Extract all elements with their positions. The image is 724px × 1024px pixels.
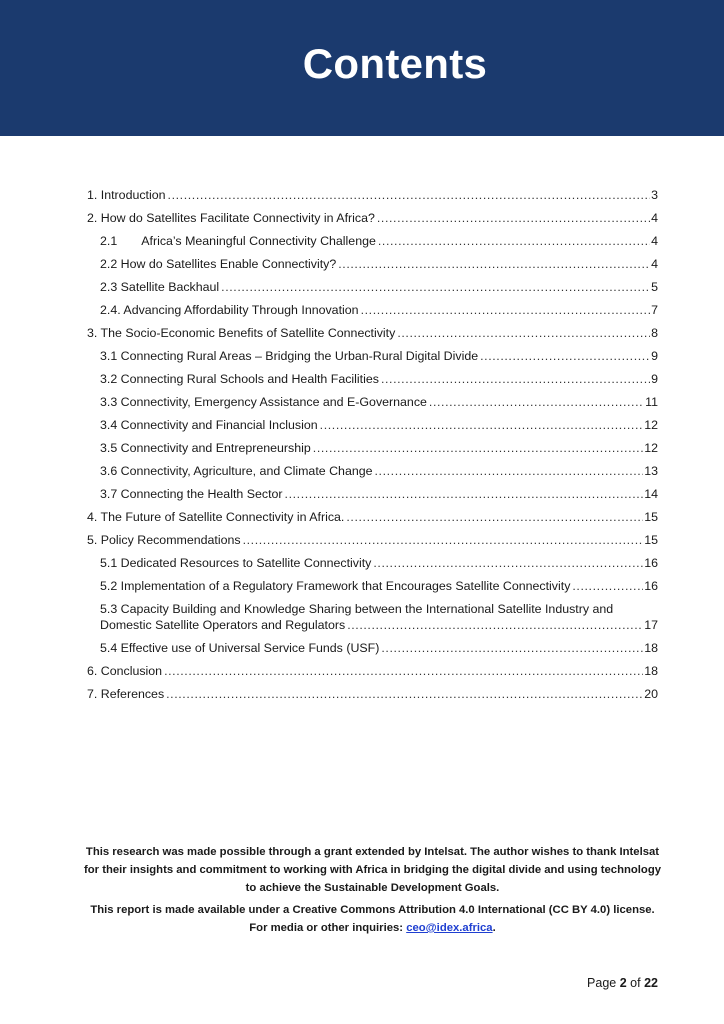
toc-entry-title: 2.4. Advancing Affordability Through Innovation: [100, 303, 359, 317]
dot-leader: [375, 464, 644, 479]
page-title: Contents: [302, 40, 488, 87]
toc-entry-title: 3.6 Connectivity, Agriculture, and Climate Change: [100, 464, 373, 478]
dot-leader: [166, 687, 643, 702]
toc-entry[interactable]: [87, 687, 658, 710]
toc-entry[interactable]: [87, 641, 658, 664]
header-banner: [0, 0, 724, 136]
toc-entry-page: 4: [651, 211, 658, 225]
current-page: 2: [619, 976, 627, 990]
toc-entry-title: 5. Policy Recommendations: [87, 533, 241, 547]
toc-entry-title: 2. How do Satellites Facilitate Connectivity in Africa?: [87, 211, 375, 225]
toc-entry[interactable]: [87, 234, 658, 257]
dot-leader: [338, 257, 650, 272]
toc-entry-title-line1: 5.3 Capacity Building and Knowledge Sharing between the International Satellite Industry and: [100, 602, 614, 616]
dot-leader: [243, 533, 644, 548]
dot-leader: [320, 418, 644, 433]
toc-entry-title: 4. The Future of Satellite Connectivity in Africa.: [87, 510, 345, 524]
toc-entry[interactable]: [87, 602, 658, 641]
toc-entry[interactable]: [87, 211, 658, 234]
toc-entry-title: 3.3 Connectivity, Emergency Assistance and E-Governance: [100, 395, 427, 409]
dot-leader: [164, 664, 643, 679]
toc-entry[interactable]: [87, 395, 658, 418]
toc-entry-title: 5.4 Effective use of Universal Service Funds (USF): [100, 641, 380, 655]
toc-entry[interactable]: [87, 188, 658, 211]
toc-entry[interactable]: [87, 556, 658, 579]
toc-entry-title: 7. References: [87, 687, 165, 701]
dot-leader: [429, 395, 644, 410]
dot-leader: [480, 349, 650, 364]
toc-entry-title: 3.1 Connecting Rural Areas – Bridging the Urban-Rural Digital Divide: [100, 349, 479, 363]
toc-entry[interactable]: [87, 664, 658, 687]
toc-entry-page: 4: [651, 257, 658, 271]
toc-entry[interactable]: [87, 303, 658, 326]
acknowledgement: [80, 843, 665, 941]
toc-entry-page: 13: [644, 464, 658, 478]
toc-entry-page: 18: [644, 641, 658, 655]
toc-entry-page: 15: [644, 533, 658, 547]
toc-entry-page: 4: [651, 234, 658, 248]
dot-leader: [361, 303, 651, 318]
toc-entry-title: 5.2 Implementation of a Regulatory Framework that Encourages Satellite Connectivity: [100, 579, 571, 593]
toc-entry[interactable]: [87, 257, 658, 280]
toc-entry[interactable]: [87, 326, 658, 349]
dot-leader: [168, 188, 651, 203]
total-pages: 22: [644, 976, 658, 990]
dot-leader: [572, 579, 643, 594]
toc-entry-page: 9: [651, 349, 658, 363]
toc-entry-page: 16: [644, 556, 658, 570]
license-paragraph: This report is made available under a Creative Commons Attribution 4.0 International (CC BY 4.0) license. For media or other inquiries: ceo@idex.africa.: [90, 904, 655, 934]
toc-entry[interactable]: [87, 487, 658, 510]
toc-entry[interactable]: [87, 349, 658, 372]
toc-entry[interactable]: [87, 418, 658, 441]
acknowledgement-paragraph: This research was made possible through a grant extended by Intelsat. The author wishes to thank Intelsat for their insights and commitment to working with Africa in bridging the digital divide and using technology to achieve the Sustainable Development Goals.: [84, 846, 661, 894]
toc-entry-page: 20: [644, 687, 658, 701]
toc-entry-page: 12: [644, 441, 658, 455]
toc-entry[interactable]: [87, 510, 658, 533]
toc-entry-page: 5: [651, 280, 658, 294]
table-of-contents: [87, 188, 658, 710]
license-text: This report is made available under a Creative Commons Attribution 4.0 International (CC BY 4.0) license. For media or other inquiries:: [90, 904, 655, 934]
dot-leader: [313, 441, 643, 456]
dot-leader: [373, 556, 643, 571]
toc-entry-number: 2.1: [100, 234, 118, 248]
contact-email-link[interactable]: ceo@idex.africa: [406, 922, 493, 934]
toc-entry[interactable]: [87, 372, 658, 395]
toc-entry-page: 9: [651, 372, 658, 386]
toc-entry[interactable]: [87, 579, 658, 602]
dot-leader: [347, 618, 643, 634]
dot-leader: [221, 280, 650, 295]
toc-entry-title: 3.5 Connectivity and Entrepreneurship: [100, 441, 311, 455]
toc-entry-page: 7: [651, 303, 658, 317]
toc-entry[interactable]: [87, 280, 658, 303]
toc-entry-title: 5.1 Dedicated Resources to Satellite Connectivity: [100, 556, 372, 570]
toc-entry[interactable]: [87, 441, 658, 464]
dot-leader: [285, 487, 644, 502]
toc-entry-title: 6. Conclusion: [87, 664, 163, 678]
toc-entry-title: 1. Introduction: [87, 188, 166, 202]
toc-entry-page: 16: [644, 579, 658, 593]
dot-leader: [397, 326, 650, 341]
toc-entry-page: 14: [644, 487, 658, 501]
dot-leader: [381, 372, 650, 387]
toc-entry-page: 3: [651, 188, 658, 202]
dot-leader: [378, 234, 650, 249]
dot-leader: [346, 510, 643, 525]
toc-entry-page: 17: [644, 617, 658, 632]
toc-entry-title: 2.2 How do Satellites Enable Connectivity?: [100, 257, 337, 271]
toc-entry-title: 3.2 Connecting Rural Schools and Health Facilities: [100, 372, 379, 386]
toc-entry-title: 3. The Socio-Economic Benefits of Satellite Connectivity: [87, 326, 396, 340]
toc-entry-title: Africa’s Meaningful Connectivity Challenge: [141, 234, 376, 248]
toc-entry[interactable]: [87, 464, 658, 487]
page-number: Page 2 of 22: [587, 976, 658, 990]
toc-entry-title-line2: Domestic Satellite Operators and Regulators: [100, 617, 346, 632]
toc-entry-page: 15: [644, 510, 658, 524]
dot-leader: [377, 211, 650, 226]
dot-leader: [381, 641, 643, 656]
toc-entry-page: 12: [644, 418, 658, 432]
toc-entry-title: 3.4 Connectivity and Financial Inclusion: [100, 418, 318, 432]
toc-entry-page: 8: [651, 326, 658, 340]
toc-entry-page: 18: [644, 664, 658, 678]
toc-entry[interactable]: [87, 533, 658, 556]
toc-entry-title: 2.3 Satellite Backhaul: [100, 280, 220, 294]
toc-entry-title: 3.7 Connecting the Health Sector: [100, 487, 283, 501]
toc-entry-page: 11: [645, 395, 658, 409]
